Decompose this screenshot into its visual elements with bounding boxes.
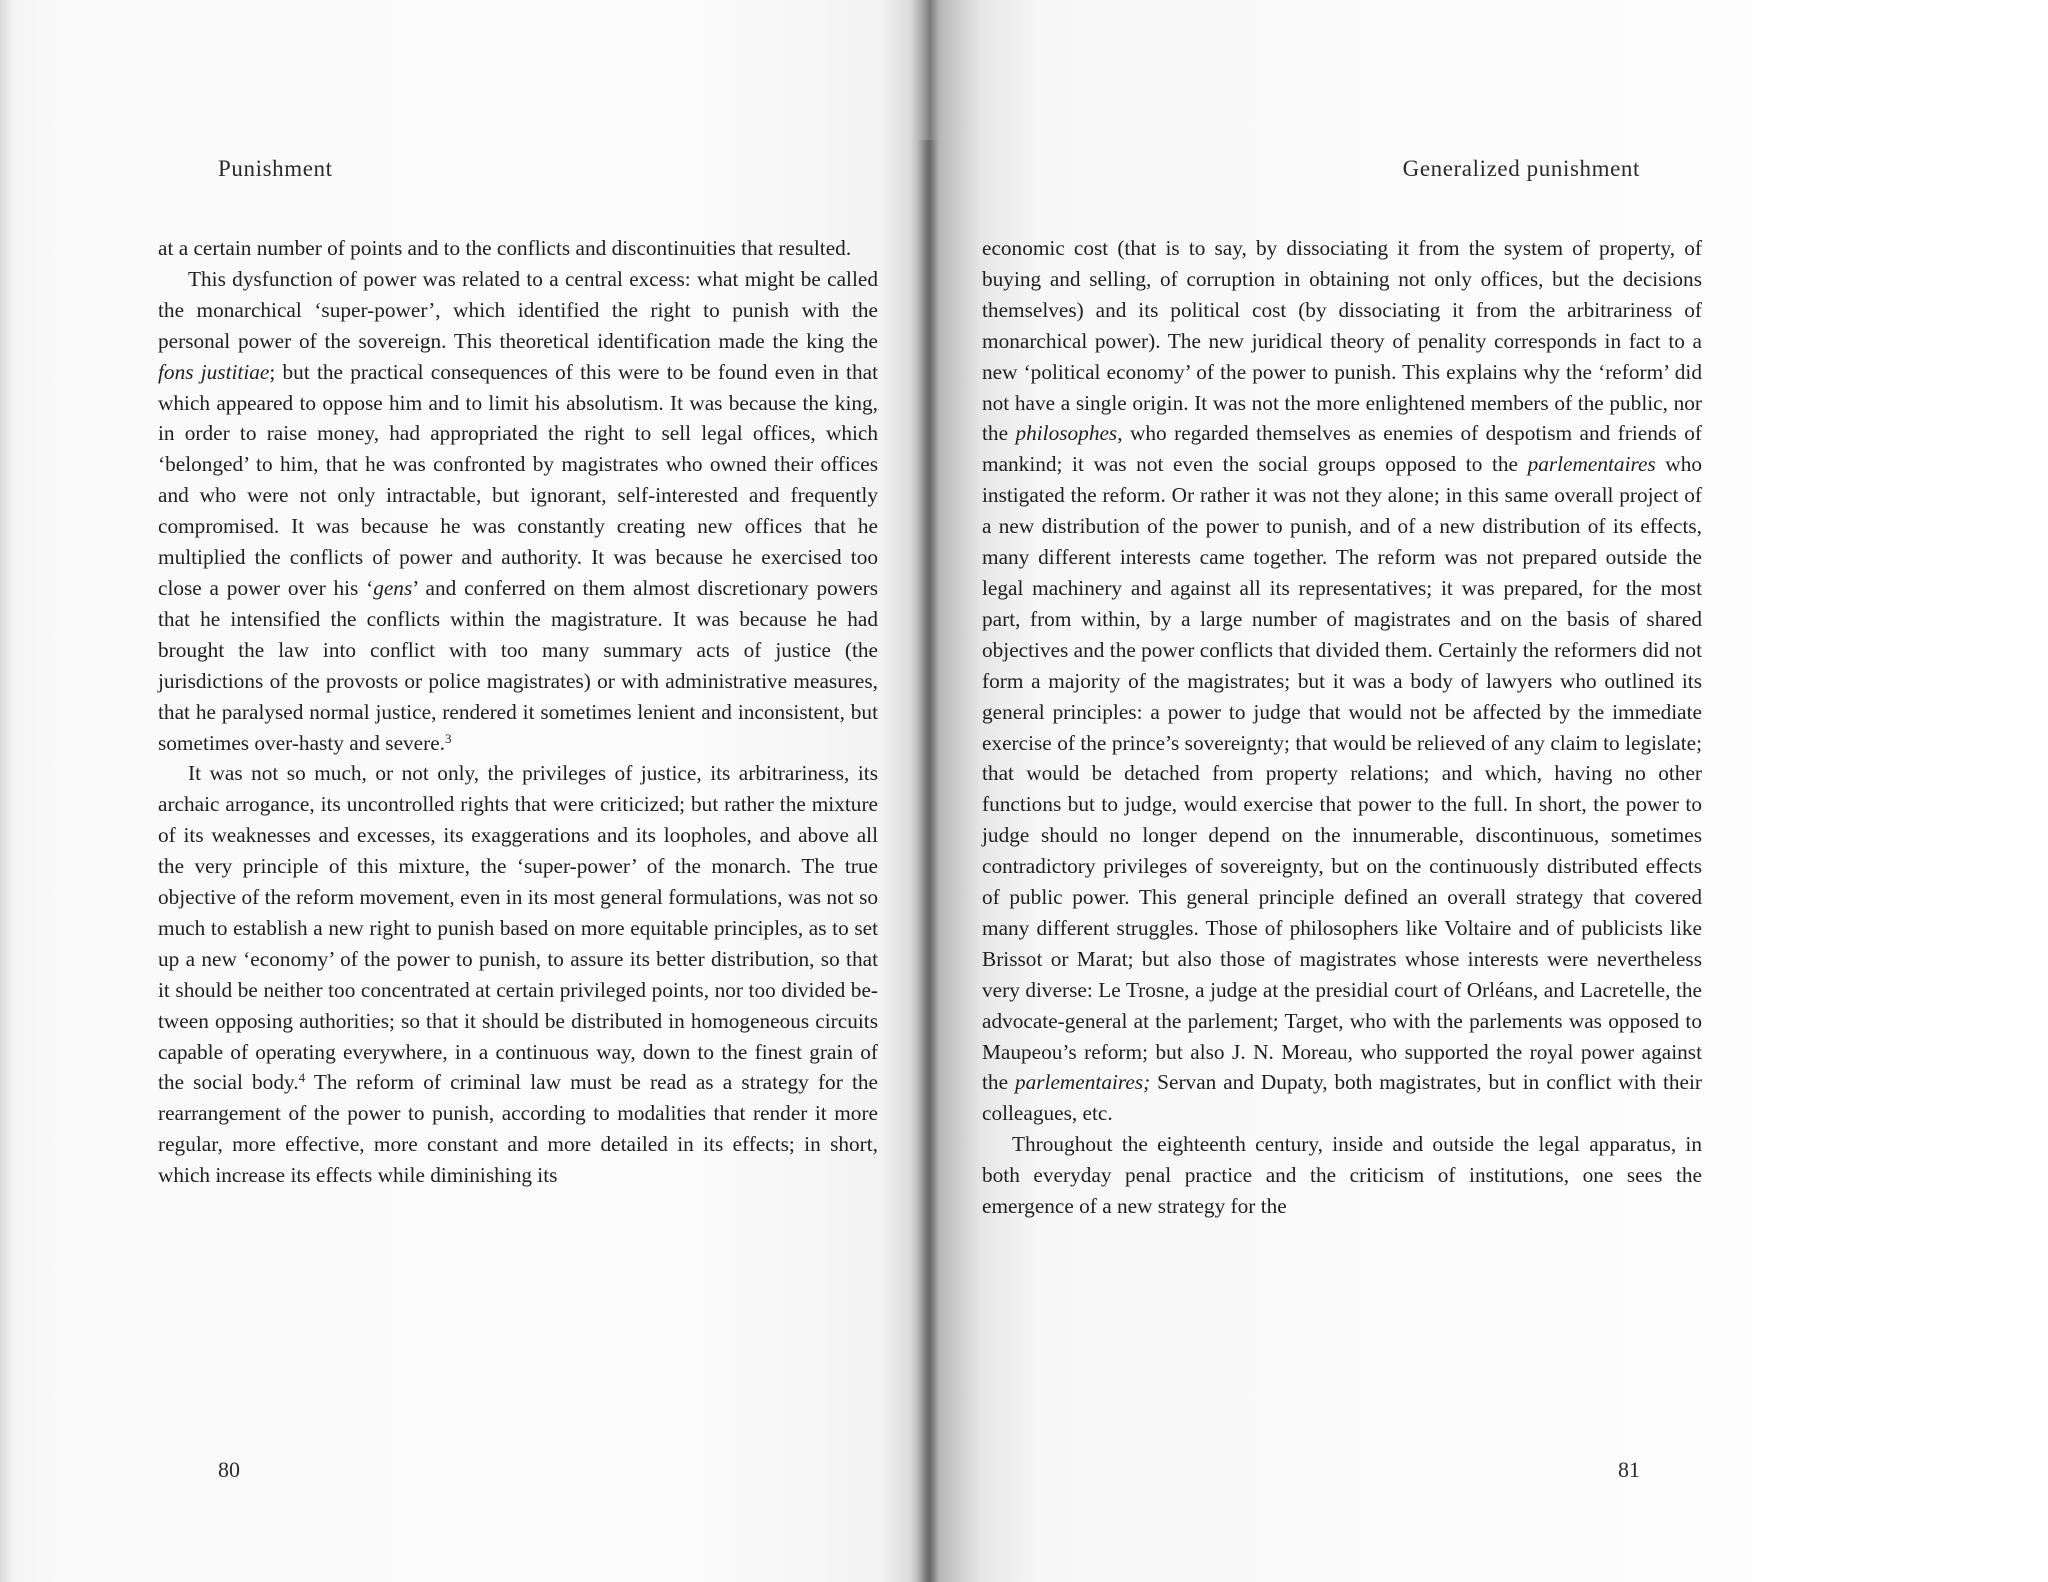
- text-run: economic cost (that is to say, by dissociating it from the system of property, of buying and selling, of corruption in obtaining not only offices, but the decisions themselves) and its political cost (by dissociating it from the arbitrariness of monarchical power). The new juridical theory of penality corresponds in fact to a new ‘political economy’ of the power to punish. This explains why the ‘reform’ did not have a single origin. It was not the more enlightened members of the public, nor the: [982, 236, 1702, 446]
- italic-term: philosophes: [1015, 421, 1118, 446]
- paragraph: [158, 233, 878, 264]
- text-run: This dysfunction of power was related to a central excess: what might be called the monarchical ‘super-power’, which identified the right to punish with the personal power of the sovereign. This theoretical identification made the king the: [158, 266, 878, 353]
- right-running-head: Generalized punishment: [1402, 156, 1640, 181]
- paragraph: [158, 758, 878, 1191]
- text-run: The reform of criminal law must be read as a strategy for the rearrangement of the power to punish, according to modalities that render it more regular, more effective, more constant and more detailed in its effects; in short, which increase its effects while diminishing its: [158, 1070, 878, 1188]
- footnote-ref: 3: [445, 730, 452, 746]
- paragraph: [982, 233, 1702, 1129]
- right-page-body: [982, 233, 1702, 1222]
- left-page-body: [158, 233, 878, 1191]
- text-run: Throughout the eighteenth century, inside and outside the legal apparatus, in both everyday penal practice and the criticism of institutions, one sees the emergence of a new strategy for the: [982, 1132, 1702, 1219]
- right-page: [982, 0, 1702, 1582]
- book-gutter: [918, 140, 938, 1582]
- italic-term: parlementaires;: [1014, 1070, 1151, 1095]
- footnote-ref: 4: [298, 1070, 306, 1086]
- left-page: [158, 0, 878, 1582]
- paragraph: [982, 1129, 1702, 1222]
- italic-term: parlementaires: [1527, 452, 1656, 477]
- text-run: ; but the practical consequences of this were to be found even in that which appeared to oppose him and to limit his absolutism. It was because the king, in order to raise money, had appropriated the right to sell legal offices, which ‘belonged’ to him, that he was confronted by magistrates who owned their offices and who were not only intractable, but ignorant, self-interested and frequently compromised. It was because he was constantly creating new offices that he multiplied the conflicts of power and authority. It was because he exercised too close a power over his ‘: [158, 359, 878, 600]
- text-run: at a certain number of points and to the conflicts and discontinuities that resulted.: [158, 236, 852, 260]
- text-run: ’ and conferred on them almost discretionary powers that he intensified the conflicts within the magistrature. It was because he had brought the law into conflict with too many summary acts of justice (the jurisdictions of the provosts or police magistrates) or with administrative measures, that he paralysed normal justice, rendered it sometimes lenient and inconsistent, but sometimes over-hasty and severe.: [158, 575, 879, 755]
- text-run: Servan and Dupaty, both magistrates, but in conflict with their colleagues, etc.: [982, 1070, 1703, 1126]
- left-running-head: Punishment: [218, 156, 333, 181]
- text-run: , who regarded themselves as enemies of despotism and friends of mankind; it was not even the social groups opposed to the: [982, 421, 1703, 477]
- italic-term: gens: [373, 575, 413, 600]
- left-page-number: 80: [218, 1457, 240, 1482]
- paragraph: [158, 264, 878, 759]
- italic-term: fons justitiae: [158, 359, 270, 384]
- text-run: who instigated the reform. Or rather it was not they alone; in this same overall project of a new distribution of the power to punish, and of a new distribution of its effects, many different interests came together. The reform was not prepared outside the legal machinery and against all its representatives; it was prepared, for the most part, from within, by a large number of magistrates and on the basis of shared objectives and the power conflicts that divided them. Certainly the reformers did not form a majority of the magistrates; but it was a body of lawyers who outlined its general principles: a power to judge that would not be affected by the immediate exercise of the prince’s sovereignty; that would be relieved of any claim to legislate; that would be detached from property relations; and which, having no other functions but to judge, would exercise that power to the full. In short, the power to judge should no longer depend on the innumerable, discontinuous, sometimes contradictory privileges of sovereignty, but on the continuously distributed effects of public power. This general principle defined an overall strategy that covered many different struggles. Those of philosophers like Voltaire and of publicists like Brissot or Marat; but also those of magistrates whose interests were nevertheless very diverse: Le Trosne, a judge at the presidial court of Orléans, and Lacretelle, the advocate-general at the parlement; Target, who with the parlements was opposed to Maupeou’s reform; but also J. N. Moreau, who supported the royal power against the: [982, 452, 1702, 1095]
- text-run: It was not so much, or not only, the privileges of justice, its arbitrariness, its archaic arrogance, its uncontrolled rights that were criticized; but rather the mixture of its weaknesses and excesses, its exaggerations and its loopholes, and above all the very principle of this mixture, the ‘super-power’ of the monarch. The true objective of the reform movement, even in its most general formulations, was not so much to establish a new right to punish based on more equitable principles, as to set up a new ‘economy’ of the power to punish, to assure its better distribution, so that it should be neither too concentrated at certain privileged points, nor too divided between opposing authorities; so that it should be distributed in homogeneous circuits capable of operating everywhere, in a continuous way, down to the finest grain of the social body.: [158, 761, 878, 1095]
- right-page-number: 81: [1618, 1457, 1640, 1482]
